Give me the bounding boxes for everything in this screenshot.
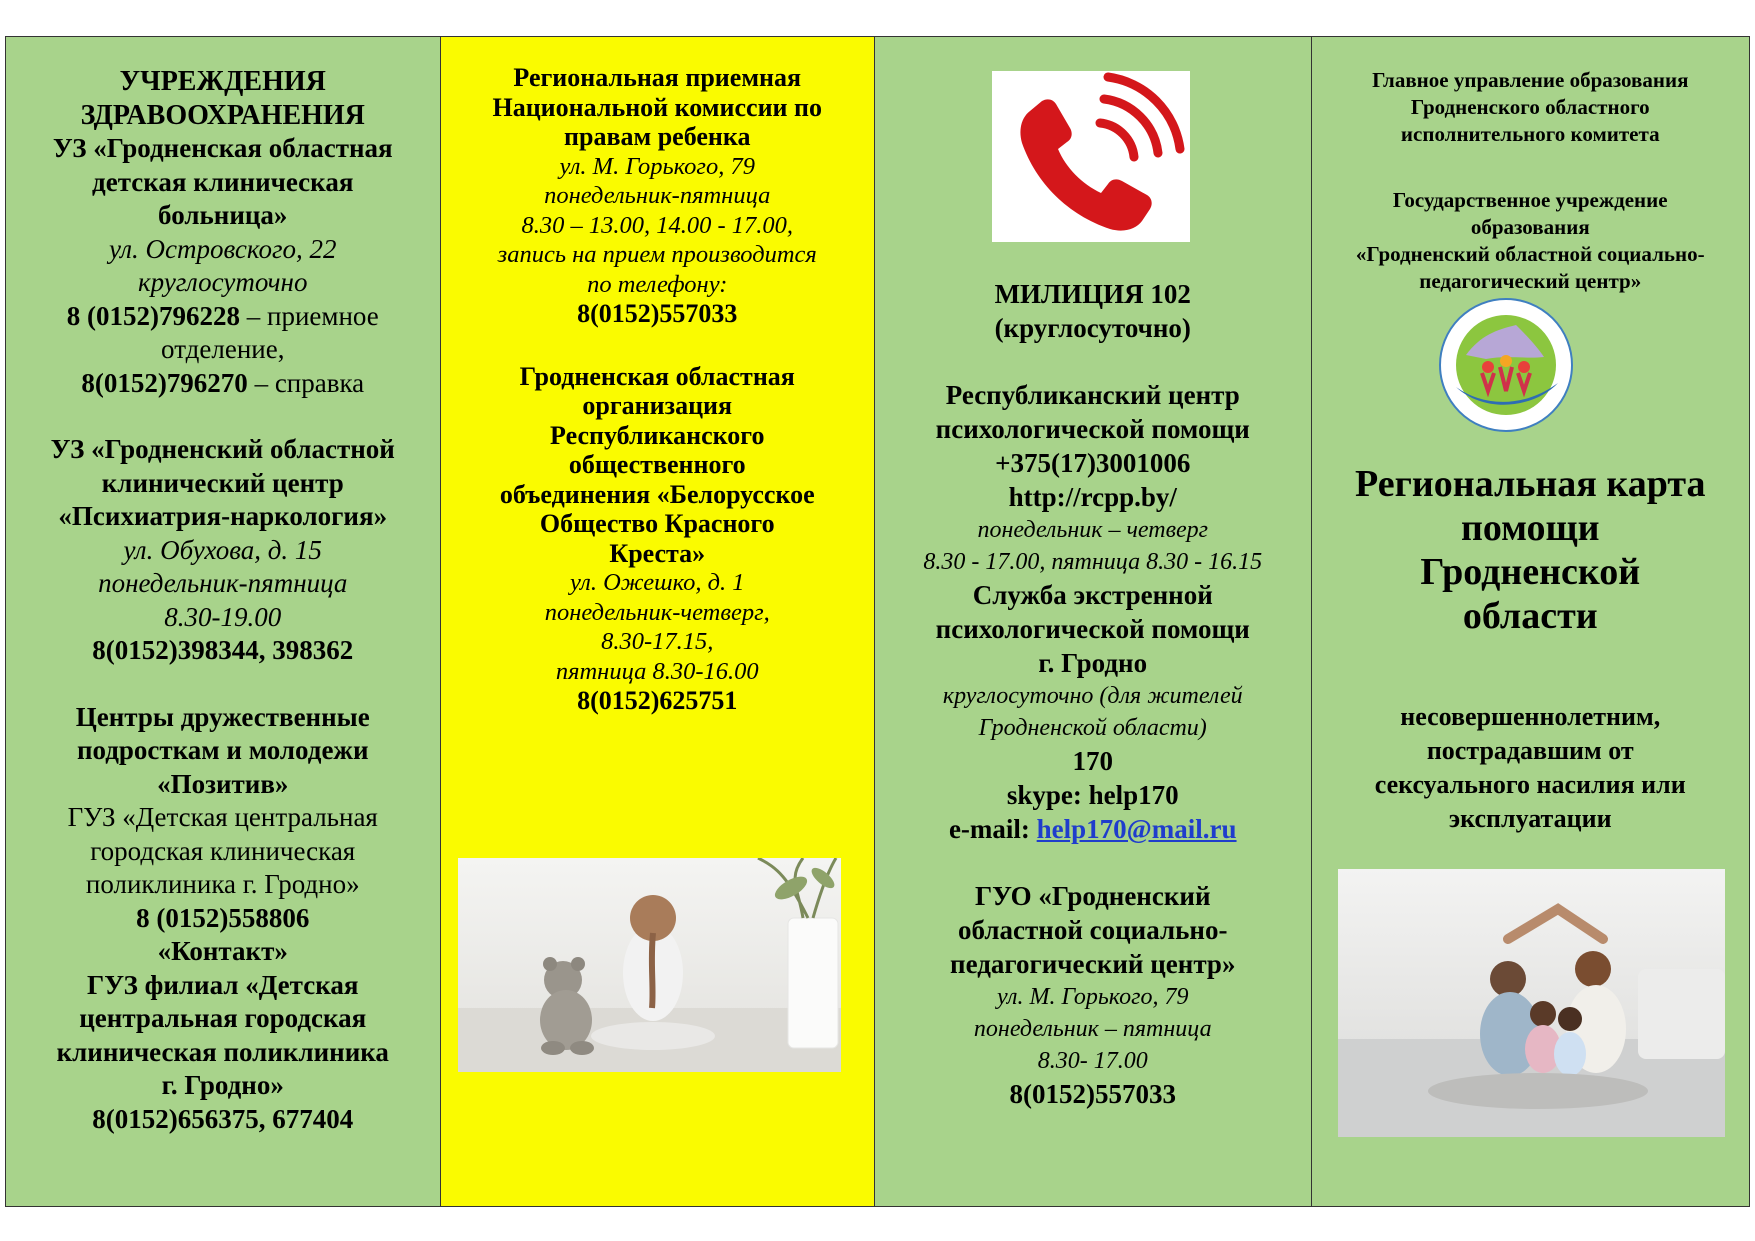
text-line	[6, 902, 440, 936]
text-line-main: e-mail:	[948, 814, 1037, 844]
text-line	[441, 480, 875, 510]
text-line	[441, 152, 875, 182]
title-line: области	[1462, 595, 1598, 637]
text-line-main: областной социально-	[958, 915, 1228, 945]
email-link[interactable]: help170@mail.ru	[1036, 814, 1237, 844]
header-line: педагогический центр»	[1419, 269, 1642, 293]
text-line-main: понедельник-четверг,	[544, 598, 770, 626]
text-line-main: понедельник – четверг	[977, 517, 1209, 543]
text-line-main: 8(0152)557033	[1009, 1079, 1176, 1109]
text-line	[875, 778, 1311, 812]
text-line-main: Служба экстренной	[972, 580, 1213, 610]
text-line	[441, 509, 875, 539]
text-line-main: УЗ «Гродненский областной	[50, 434, 395, 464]
text-line-rest: – приемное	[240, 300, 379, 331]
text-line-main: общественного	[568, 450, 746, 479]
text-line	[6, 300, 440, 334]
text-line	[6, 801, 440, 835]
spacer	[6, 400, 440, 433]
text-line-main: г. Гродно	[1038, 648, 1148, 678]
text-line	[6, 634, 440, 668]
text-line	[6, 567, 440, 601]
header-line: Главное управление образования	[1372, 68, 1689, 92]
text-line-main: пятница 8.30-16.00	[555, 657, 759, 685]
text-line	[6, 367, 440, 401]
text-line	[441, 122, 875, 152]
health-institutions-text	[6, 65, 440, 1136]
text-line-main: объединения «Белорусское	[499, 479, 815, 509]
text-line-main: городская клиническая	[90, 835, 356, 866]
text-line	[875, 277, 1311, 311]
text-line	[6, 734, 440, 768]
text-line	[6, 233, 440, 267]
text-line	[6, 266, 440, 300]
text-line-main: г. Гродно»	[161, 1070, 284, 1100]
text-line-main: по телефону:	[587, 270, 728, 298]
text-line-main: Региональная приемная	[513, 63, 802, 92]
child-with-teddy-bear-photo	[458, 858, 841, 1072]
text-line-rest: – справка	[247, 367, 365, 398]
header-line: Гродненского областного	[1410, 95, 1650, 119]
text-line	[6, 1036, 440, 1070]
text-line	[6, 1103, 440, 1137]
text-line-main: понедельник-пятница	[544, 182, 771, 209]
text-line-main: ул. М. Горького, 79	[997, 984, 1189, 1010]
text-line-main: понедельник – пятница	[973, 1016, 1212, 1042]
text-line-main: правам ребенка	[564, 122, 751, 151]
text-line-main: МИЛИЦИЯ 102	[994, 279, 1191, 309]
text-line-main: 8(0152)625751	[577, 686, 738, 715]
subtitle-line: пострадавшим от	[1426, 736, 1634, 765]
text-line	[6, 199, 440, 233]
brochure-sheet	[5, 36, 1750, 1207]
text-line-main: клинический центр	[101, 467, 344, 498]
text-line-main: (круглосуточно)	[994, 313, 1191, 343]
text-line	[875, 744, 1311, 778]
text-line	[6, 500, 440, 534]
text-line	[875, 913, 1311, 947]
text-line	[441, 181, 875, 211]
header-line: исполнительного комитета	[1400, 122, 1660, 146]
text-line	[6, 132, 440, 166]
text-line	[875, 612, 1311, 646]
text-line-main: 8 (0152)558806	[136, 902, 310, 933]
text-line	[6, 99, 440, 133]
text-line-main: ЗДРАВООХРАНЕНИЯ	[80, 99, 365, 131]
text-line-main: skype: help170	[1006, 780, 1179, 810]
title-line: Региональная карта	[1355, 463, 1706, 505]
column-commission-red-cross	[441, 37, 876, 1206]
text-line-main: Республиканского	[550, 420, 765, 450]
text-line-main: педагогический центр»	[950, 949, 1236, 979]
text-line	[875, 1045, 1311, 1077]
text-line	[6, 868, 440, 902]
text-line	[441, 362, 875, 392]
text-line	[441, 391, 875, 421]
text-line	[875, 981, 1311, 1013]
text-line	[6, 601, 440, 635]
text-line	[6, 768, 440, 802]
text-line-main: 8(0152)796270	[81, 367, 248, 398]
text-line	[441, 627, 875, 657]
text-line	[441, 211, 875, 241]
family-under-roof-photo	[1338, 869, 1725, 1137]
text-line	[441, 598, 875, 628]
text-line	[875, 646, 1311, 680]
text-line	[875, 480, 1311, 514]
text-line-main: 8 (0152)796228	[66, 300, 240, 331]
text-line-main: ул. Островского, 22	[109, 233, 337, 264]
brochure-subtitle	[1312, 700, 1750, 836]
text-line	[6, 534, 440, 568]
text-line-main: «Контакт»	[157, 936, 288, 966]
text-line	[875, 378, 1311, 412]
text-line	[875, 712, 1311, 744]
text-line-main: 8.30 - 17.00, пятница 8.30 - 16.15	[923, 549, 1263, 575]
subtitle-line: сексуального насилия или	[1374, 770, 1686, 799]
text-line-main: Гродненская областная	[519, 361, 795, 391]
emergency-contacts-text	[875, 277, 1311, 1111]
spacer	[875, 846, 1311, 879]
header-line: образования	[1470, 215, 1590, 239]
text-line-main: Национальной комиссии по	[492, 92, 823, 122]
text-line-main: Центры дружественные	[75, 701, 370, 732]
text-line-main: 8(0152)557033	[577, 299, 738, 328]
text-line	[441, 450, 875, 480]
text-line	[6, 835, 440, 869]
text-line-main: http://rcpp.by/	[1008, 482, 1177, 512]
text-line	[6, 1002, 440, 1036]
text-line-main: психологической помощи	[935, 414, 1250, 444]
text-line	[875, 680, 1311, 712]
text-line	[6, 1069, 440, 1103]
text-line	[6, 969, 440, 1003]
text-line	[6, 166, 440, 200]
text-line	[441, 686, 875, 716]
text-line-main: ГУО «Гродненский	[974, 881, 1211, 911]
text-line	[875, 546, 1311, 578]
text-line	[6, 467, 440, 501]
text-line	[6, 935, 440, 969]
subtitle-line: эксплуатации	[1448, 804, 1612, 833]
column-health-institutions	[6, 37, 441, 1206]
text-line-main: Общество Красного	[539, 509, 775, 538]
education-department-header	[1312, 67, 1750, 148]
text-line-main: понедельник-пятница	[98, 568, 348, 598]
text-line-main: ул. Ожешко, д. 1	[569, 569, 745, 596]
text-line	[441, 421, 875, 451]
text-line	[875, 947, 1311, 981]
text-line-main: круглосуточно	[138, 267, 308, 297]
text-line-main: Республиканский центр	[945, 380, 1240, 410]
brochure-title	[1312, 462, 1750, 638]
text-line	[875, 311, 1311, 345]
text-line	[875, 412, 1311, 446]
text-line-main: 8(0152)656375, 677404	[92, 1103, 354, 1134]
text-line	[441, 63, 875, 93]
spacer	[875, 345, 1311, 378]
text-line	[441, 539, 875, 569]
text-line-main: «Психиатрия-наркология»	[58, 501, 388, 531]
title-line: Гродненской	[1420, 551, 1641, 593]
text-line-main: детская клиническая	[92, 166, 354, 197]
text-line	[6, 433, 440, 467]
text-line	[6, 65, 440, 99]
text-line-main: ГУЗ филиал «Детская	[87, 969, 359, 1000]
text-line-main: запись на прием производится	[497, 241, 817, 268]
text-line-main: больница»	[158, 200, 288, 230]
text-line-main: 170	[1072, 746, 1113, 776]
text-line-main: «Позитив»	[157, 768, 289, 799]
text-line-main: подросткам и молодежи	[76, 735, 369, 765]
text-line-main: 8.30-17.15,	[601, 628, 714, 655]
text-line	[441, 93, 875, 123]
text-line-main: психологической помощи	[935, 614, 1250, 644]
text-line	[875, 514, 1311, 546]
text-line-main: 8.30 – 13.00, 14.00 - 17.00,	[521, 211, 794, 239]
text-line-main: +375(17)3001006	[995, 448, 1191, 478]
text-line-main: 8.30- 17.00	[1037, 1048, 1148, 1074]
text-line-main: клиническая поликлиника	[56, 1036, 389, 1067]
column-title-cover	[1312, 37, 1750, 1206]
subtitle-line: несовершеннолетним,	[1400, 702, 1661, 731]
text-line-main: УЗ «Гродненская областная	[52, 133, 393, 163]
text-line-main: ул. М. Горького, 79	[559, 152, 755, 180]
text-line	[875, 446, 1311, 480]
header-line: Государственное учреждение	[1392, 188, 1668, 212]
spacer	[441, 329, 875, 362]
text-line	[875, 812, 1311, 846]
text-line	[875, 578, 1311, 612]
text-line	[875, 879, 1311, 913]
text-line	[6, 701, 440, 735]
text-line-main: центральная городская	[79, 1003, 367, 1033]
text-line-main: организация	[582, 391, 733, 420]
text-line-main: 8.30-19.00	[164, 601, 282, 632]
text-line-main: ул. Обухова, д. 15	[123, 534, 322, 565]
text-line	[875, 1013, 1311, 1045]
text-line-main: Креста»	[609, 538, 706, 568]
text-line-main: ГУЗ «Детская центральная	[67, 802, 378, 832]
column-emergency-contacts	[875, 37, 1312, 1206]
title-line: помощи	[1460, 507, 1600, 549]
commission-text	[441, 63, 875, 716]
spacer	[6, 668, 440, 701]
center-logo	[1426, 295, 1586, 435]
text-line	[6, 333, 440, 367]
text-line	[875, 1077, 1311, 1111]
text-line-main: отделение,	[161, 334, 285, 364]
text-line-main: 8(0152)398344, 398362	[92, 635, 354, 665]
text-line-main: круглосуточно (для жителей	[942, 683, 1243, 709]
text-line	[441, 240, 875, 270]
text-line-main: Гродненской области)	[978, 715, 1207, 741]
text-line-main: поликлиника г. Гродно»	[85, 869, 360, 899]
text-line	[441, 299, 875, 329]
header-line: «Гродненский областной социально-	[1355, 242, 1705, 266]
social-pedagogical-center-header	[1312, 187, 1750, 295]
text-line	[441, 270, 875, 300]
text-line-main: УЧРЕЖДЕНИЯ	[119, 66, 326, 97]
text-line	[441, 657, 875, 687]
phone-call-icon	[992, 71, 1190, 242]
text-line	[441, 568, 875, 598]
